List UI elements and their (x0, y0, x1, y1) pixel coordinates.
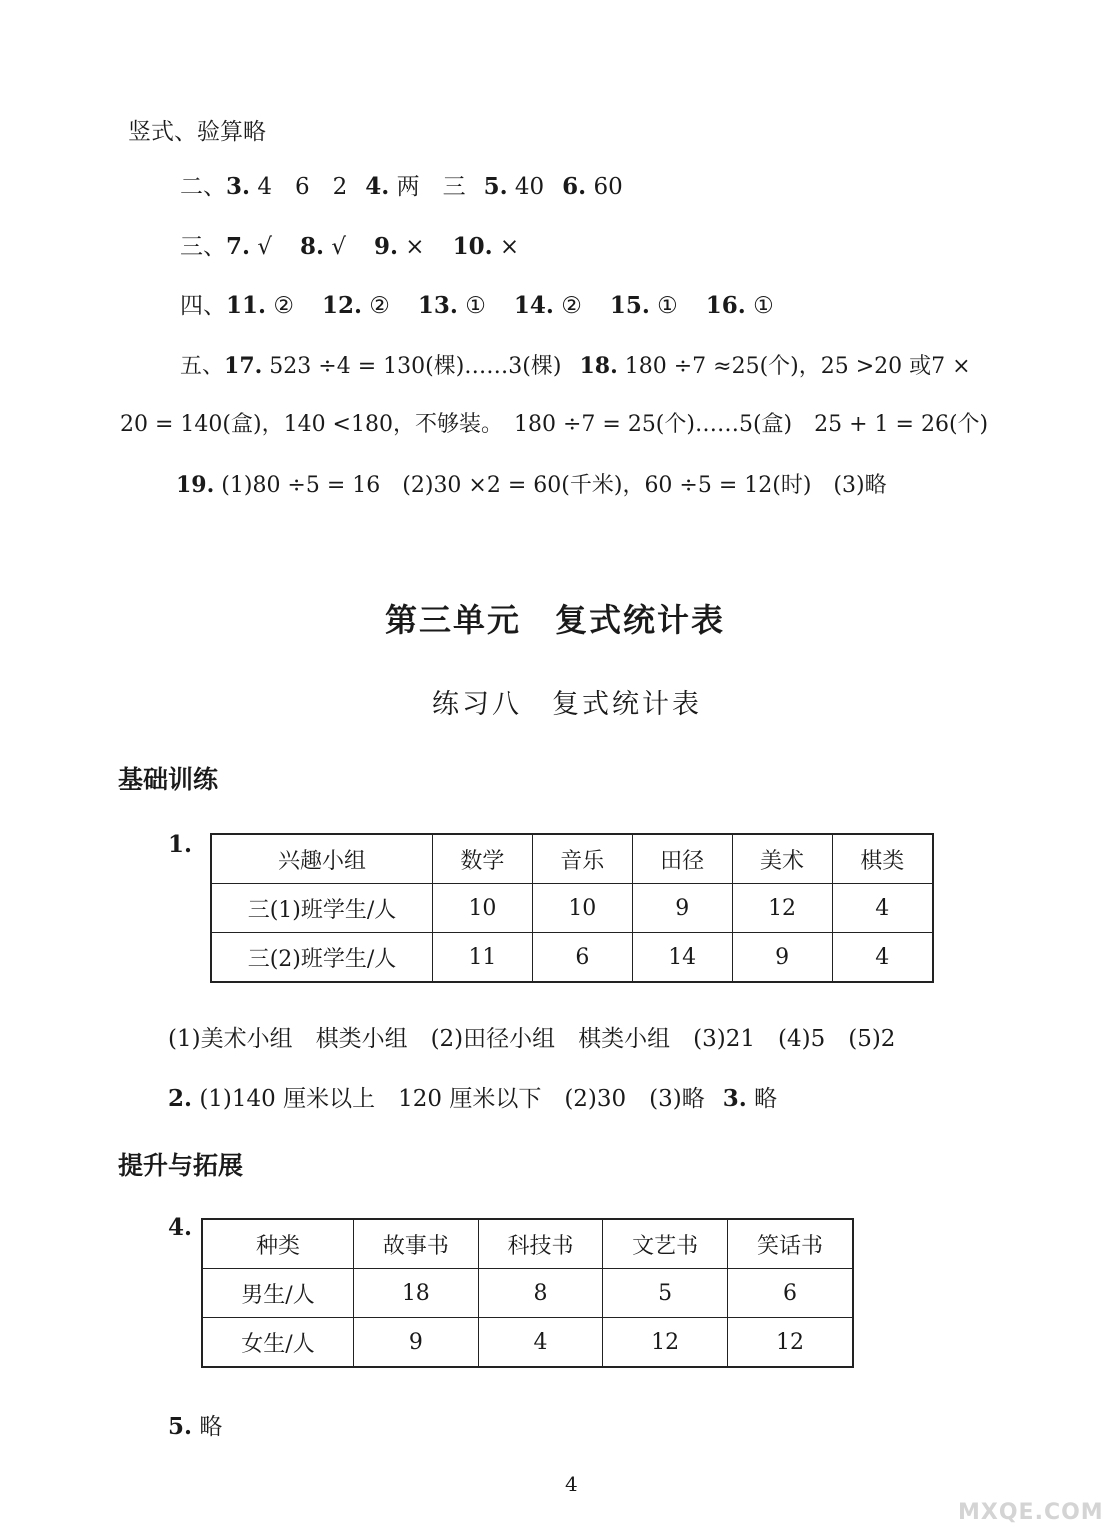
q-num: 8. (299, 233, 324, 260)
q-num: 5. (483, 173, 508, 200)
table-cell: 4 (478, 1318, 603, 1368)
table-cell: 12 (603, 1318, 728, 1368)
table-row (202, 1269, 853, 1318)
q1-label: 1. (168, 831, 193, 858)
table-cell: 笑话书 (727, 1219, 853, 1269)
q-answer: × (405, 234, 425, 260)
table-cell: 9 (732, 933, 832, 983)
q5-answer (168, 1412, 222, 1442)
q-answer: ② (369, 293, 390, 319)
table-cell: 美术 (732, 834, 832, 884)
table-cell: 10 (532, 884, 632, 933)
table-book-types (201, 1218, 854, 1368)
q-answer: 略 (199, 1414, 223, 1440)
q-num: 17. (224, 353, 263, 379)
unit-title: 第三单元 复式统计表 (385, 601, 726, 639)
q-num: 9. (373, 233, 398, 260)
q-num: 2. (168, 1085, 193, 1112)
table-header-row (202, 1219, 853, 1269)
q-num: 16. (705, 292, 746, 319)
table-cell: 三(1)班学生/人 (211, 884, 433, 933)
q-answer: √ (331, 234, 346, 260)
table-cell: 18 (354, 1269, 479, 1318)
table-cell: 故事书 (354, 1219, 479, 1269)
table-cell: 8 (478, 1269, 603, 1318)
table-cell: 10 (433, 884, 533, 933)
q-answer: 略 (754, 1086, 778, 1112)
q-num: 19. (176, 472, 215, 498)
q-num: 13. (417, 292, 458, 319)
q-num: 5. (168, 1413, 193, 1440)
table-cell: 女生/人 (202, 1318, 354, 1368)
table-cell: 男生/人 (202, 1269, 354, 1318)
table-cell: 12 (727, 1318, 853, 1368)
q-answer: 180 ÷7 ≈25(个)，25 >20 或7 × (624, 354, 971, 379)
table-cell: 种类 (202, 1219, 354, 1269)
q-answer: 60 (593, 174, 623, 200)
table-cell: 14 (632, 933, 732, 983)
section-extension: 提升与拓展 (118, 1151, 244, 1180)
q-num: 6. (562, 173, 587, 200)
table-cell: 三(2)班学生/人 (211, 933, 433, 983)
watermark-text: MXQE.COM (958, 1500, 1104, 1525)
q-num: 18. (579, 353, 618, 379)
table-cell: 兴趣小组 (211, 834, 433, 884)
q-num: 7. (226, 233, 251, 260)
table-header-row (211, 834, 933, 884)
line-part-four (180, 291, 774, 321)
table-interest-groups (210, 833, 934, 983)
q-num: 14. (513, 292, 554, 319)
line-part-five-cont: 20 = 140(盒)，140 <180，不够装。 180 ÷7 = 25(个)……5(盒) 25 + 1 = 26(个) (120, 412, 989, 437)
q-answer: (1)80 ÷5 = 16 (2)30 ×2 = 60(千米)，60 ÷5 = 12(时) (3)略 (221, 473, 887, 498)
q-answer: 40 (514, 174, 545, 200)
table-cell: 数学 (433, 834, 533, 884)
q-num: 11. (226, 292, 267, 319)
table-cell: 5 (603, 1269, 728, 1318)
table-cell: 9 (354, 1318, 479, 1368)
table-row (211, 884, 933, 933)
q4-label: 4. (168, 1214, 193, 1241)
q-num: 15. (609, 292, 650, 319)
q-answer: ② (273, 293, 294, 319)
q-num: 3. (722, 1085, 747, 1112)
line-vertical-calc: 竖式、验算略 (128, 119, 266, 145)
table-cell: 田径 (632, 834, 732, 884)
table-cell: 棋类 (832, 834, 933, 884)
table-cell: 9 (632, 884, 732, 933)
q-answer: ② (561, 293, 582, 319)
q-answer: × (499, 234, 520, 260)
table-cell: 12 (732, 884, 832, 933)
q-answer: ① (465, 293, 486, 319)
q-num: 10. (452, 233, 493, 260)
page-number: 4 (565, 1472, 578, 1496)
q-answer: 4 6 2 (257, 174, 348, 200)
q-answer: 两 三 (396, 174, 466, 200)
table-row (211, 933, 933, 983)
q-num: 12. (321, 292, 362, 319)
table-row (202, 1318, 853, 1368)
q1-answers: (1)美术小组 棋类小组 (2)田径小组 棋类小组 (3)21 (4)5 (5)2 (168, 1026, 896, 1052)
exercise-title: 练习八 复式统计表 (432, 689, 702, 720)
q-num: 3. (226, 173, 251, 200)
line-part-three (180, 232, 519, 262)
part-prefix: 四、 (180, 293, 226, 319)
line-part-five (180, 351, 971, 382)
table-cell: 11 (433, 933, 533, 983)
table-cell: 科技书 (478, 1219, 603, 1269)
q-answer: (1)140 厘米以上 120 厘米以下 (2)30 (3)略 (199, 1086, 705, 1112)
section-basic-training: 基础训练 (118, 765, 219, 794)
q-answer: 523 ÷4 = 130(棵)……3(棵) (269, 354, 562, 379)
table-cell: 文艺书 (603, 1219, 728, 1269)
q2-q3-answers (168, 1084, 777, 1114)
line-q19 (176, 470, 887, 501)
table-cell: 6 (727, 1269, 853, 1318)
q-num: 4. (365, 173, 390, 200)
line-part-two (180, 172, 623, 202)
table-cell: 音乐 (532, 834, 632, 884)
q-answer: ① (753, 293, 774, 319)
table-cell: 4 (832, 884, 933, 933)
q-answer: ① (657, 293, 678, 319)
table-cell: 6 (532, 933, 632, 983)
part-prefix: 五、 (180, 354, 225, 379)
part-prefix: 三、 (180, 234, 226, 260)
part-prefix: 二、 (180, 174, 226, 200)
table-cell: 4 (832, 933, 933, 983)
q-answer: √ (257, 234, 272, 260)
